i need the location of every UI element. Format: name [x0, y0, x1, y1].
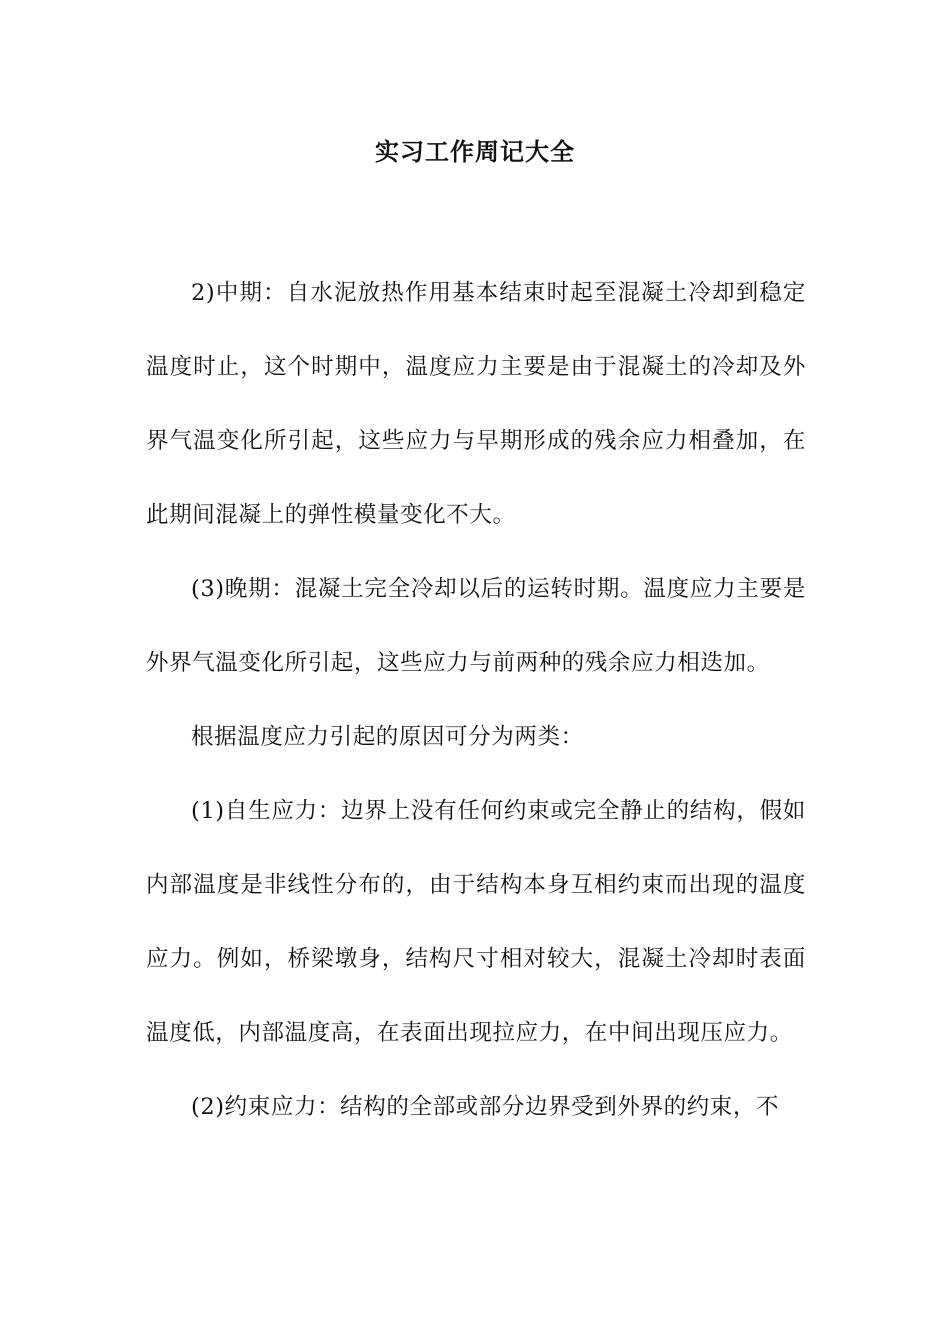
paragraph-classification-intro: 根据温度应力引起的原因可分为两类： [191, 724, 584, 750]
document-title: 实习工作周记大全 [375, 138, 575, 166]
paragraph-mid-period: 2)中期：自水泥放热作用基本结束时起至混凝土冷却到稳定温度时止，这个时期中，温度应力主要是由于混凝土的冷却及外界气温变化所引起，这些应力与早期形成的残余应力相叠加，在此期间混凝上的弹性模量变化不大。 [146, 280, 806, 528]
document-body [146, 256, 806, 1144]
paragraph-late-period: (3)晚期：混凝土完全冷却以后的运转时期。温度应力主要是外界气温变化所引起，这些应力与前两种的残余应力相迭加。 [146, 576, 806, 676]
paragraph-self-stress: (1)自生应力：边界上没有任何约束或完全静止的结构，假如内部温度是非线性分布的，由于结构本身互相约束而出现的温度应力。例如，桥梁墩身，结构尺寸相对较大，混凝土冷却时表面温度低，内部温度高，在表面出现拉应力，在中间出现压应力。 [146, 798, 806, 1046]
paragraph-constraint-stress: (2)约束应力：结构的全部或部分边界受到外界的约束，不 [191, 1094, 780, 1120]
